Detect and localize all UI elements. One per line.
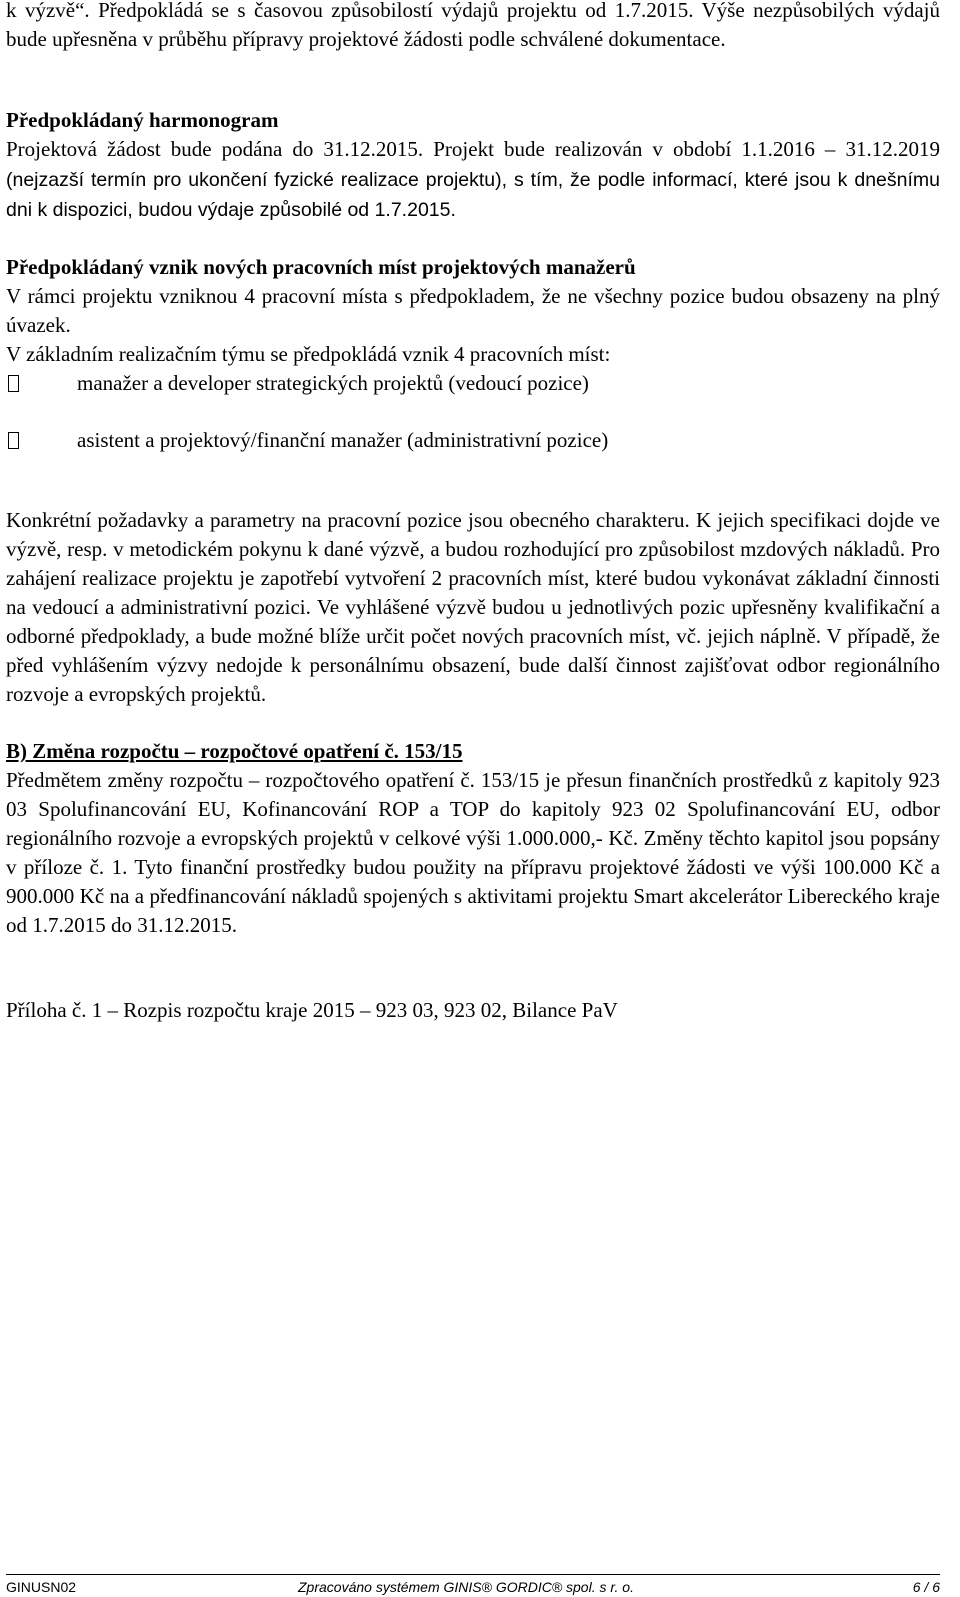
document-page — [6, 0, 940, 1025]
intro-paragraph: k výzvě“. Předpokládá se s časovou způsobilostí výdajů projektu od 1.7.2015. Výše nezpůsobilých výdajů bude upřesněna v průběhu přípravy projektové žádosti podle schválené dokumentace. — [6, 0, 940, 51]
bullet-item — [6, 369, 940, 398]
footer-system: Zpracováno systémem GINIS® GORDIC® spol. s r. o. — [298, 1579, 634, 1595]
bullet-box-icon — [8, 432, 19, 449]
mista-text-1: V rámci projektu vzniknou 4 pracovní místa s předpokladem, že ne všechny pozice budou obsazeny na plný úvazek. — [6, 284, 940, 337]
bullet-text: asistent a projektový/finanční manažer (administrativní pozice) — [77, 428, 609, 452]
footer-code: GINUSN02 — [6, 1579, 77, 1595]
bullet-box-icon — [8, 375, 19, 392]
harmonogram-text-sans: (nejzazší termín pro ukončení fyzické realizace projektu), s tím, že podle informací, které jsou k dnešnímu dni k dispozici, budou výdaje způsobilé od 1.7.2015. — [6, 169, 940, 221]
mista-heading: Předpokládaný vznik nových pracovních míst projektových manažerů — [6, 255, 636, 279]
zmena-heading: B) Změna rozpočtu – rozpočtové opatření č. 153/15 — [6, 739, 463, 763]
priloha-line: Příloha č. 1 – Rozpis rozpočtu kraje 2015 – 923 03, 923 02, Bilance PaV — [6, 998, 618, 1022]
bullet-item — [6, 426, 940, 455]
harmonogram-text-serif: Projektová žádost bude podána do 31.12.2015. Projekt bude realizován v období 1.1.2016 – 31.12.2019 — [6, 137, 940, 161]
page-footer — [6, 1574, 940, 1595]
bullet-text: manažer a developer strategických projektů (vedoucí pozice) — [77, 371, 589, 395]
harmonogram-heading: Předpokládaný harmonogram — [6, 108, 279, 132]
footer-page-number: 6 / 6 — [912, 1579, 940, 1595]
harmonogram-paragraph — [6, 135, 940, 225]
mista-text-2: V základním realizačním týmu se předpokládá vznik 4 pracovních míst: — [6, 342, 611, 366]
zmena-paragraph: Předmětem změny rozpočtu – rozpočtového opatření č. 153/15 je přesun finančních prostředků z kapitoly 923 03 Spolufinancování EU, Kofinancování ROP a TOP do kapitoly 923 02 Spolufinancování EU, odbor regionálního rozvoje a evropských projektů v celkové výši 1.000.000,- Kč. Změny těchto kapitol jsou popsány v příloze č. 1. Tyto finanční prostředky budou použity na přípravu projektové žádosti ve výši 100.000 Kč a 900.000 Kč na a předfinancování nákladů spojených s aktivitami projektu Smart akcelerátor Libereckého kraje od 1.7.2015 do 31.12.2015. — [6, 768, 940, 937]
mista-text-3: Konkrétní požadavky a parametry na pracovní pozice jsou obecného charakteru. K jejich specifikaci dojde ve výzvě, resp. v metodickém pokynu k dané výzvě, a budou rozhodující pro způsobilost mzdových nákladů. Pro zahájení realizace projektu je zapotřebí vytvoření 2 pracovních míst, které budou vykonávat základní činnosti na vedoucí a administrativní pozici. Ve vyhlášené výzvě budou u jednotlivých pozic upřesněny kvalifikační a odborné předpoklady, a bude možné blíže určit počet nových pracovních míst, vč. jejich náplně. V případě, že před vyhlášením výzvy nedojde k personálnímu obsazení, bude další činnost zajišťovat odbor regionálního rozvoje a evropských projektů. — [6, 508, 940, 706]
